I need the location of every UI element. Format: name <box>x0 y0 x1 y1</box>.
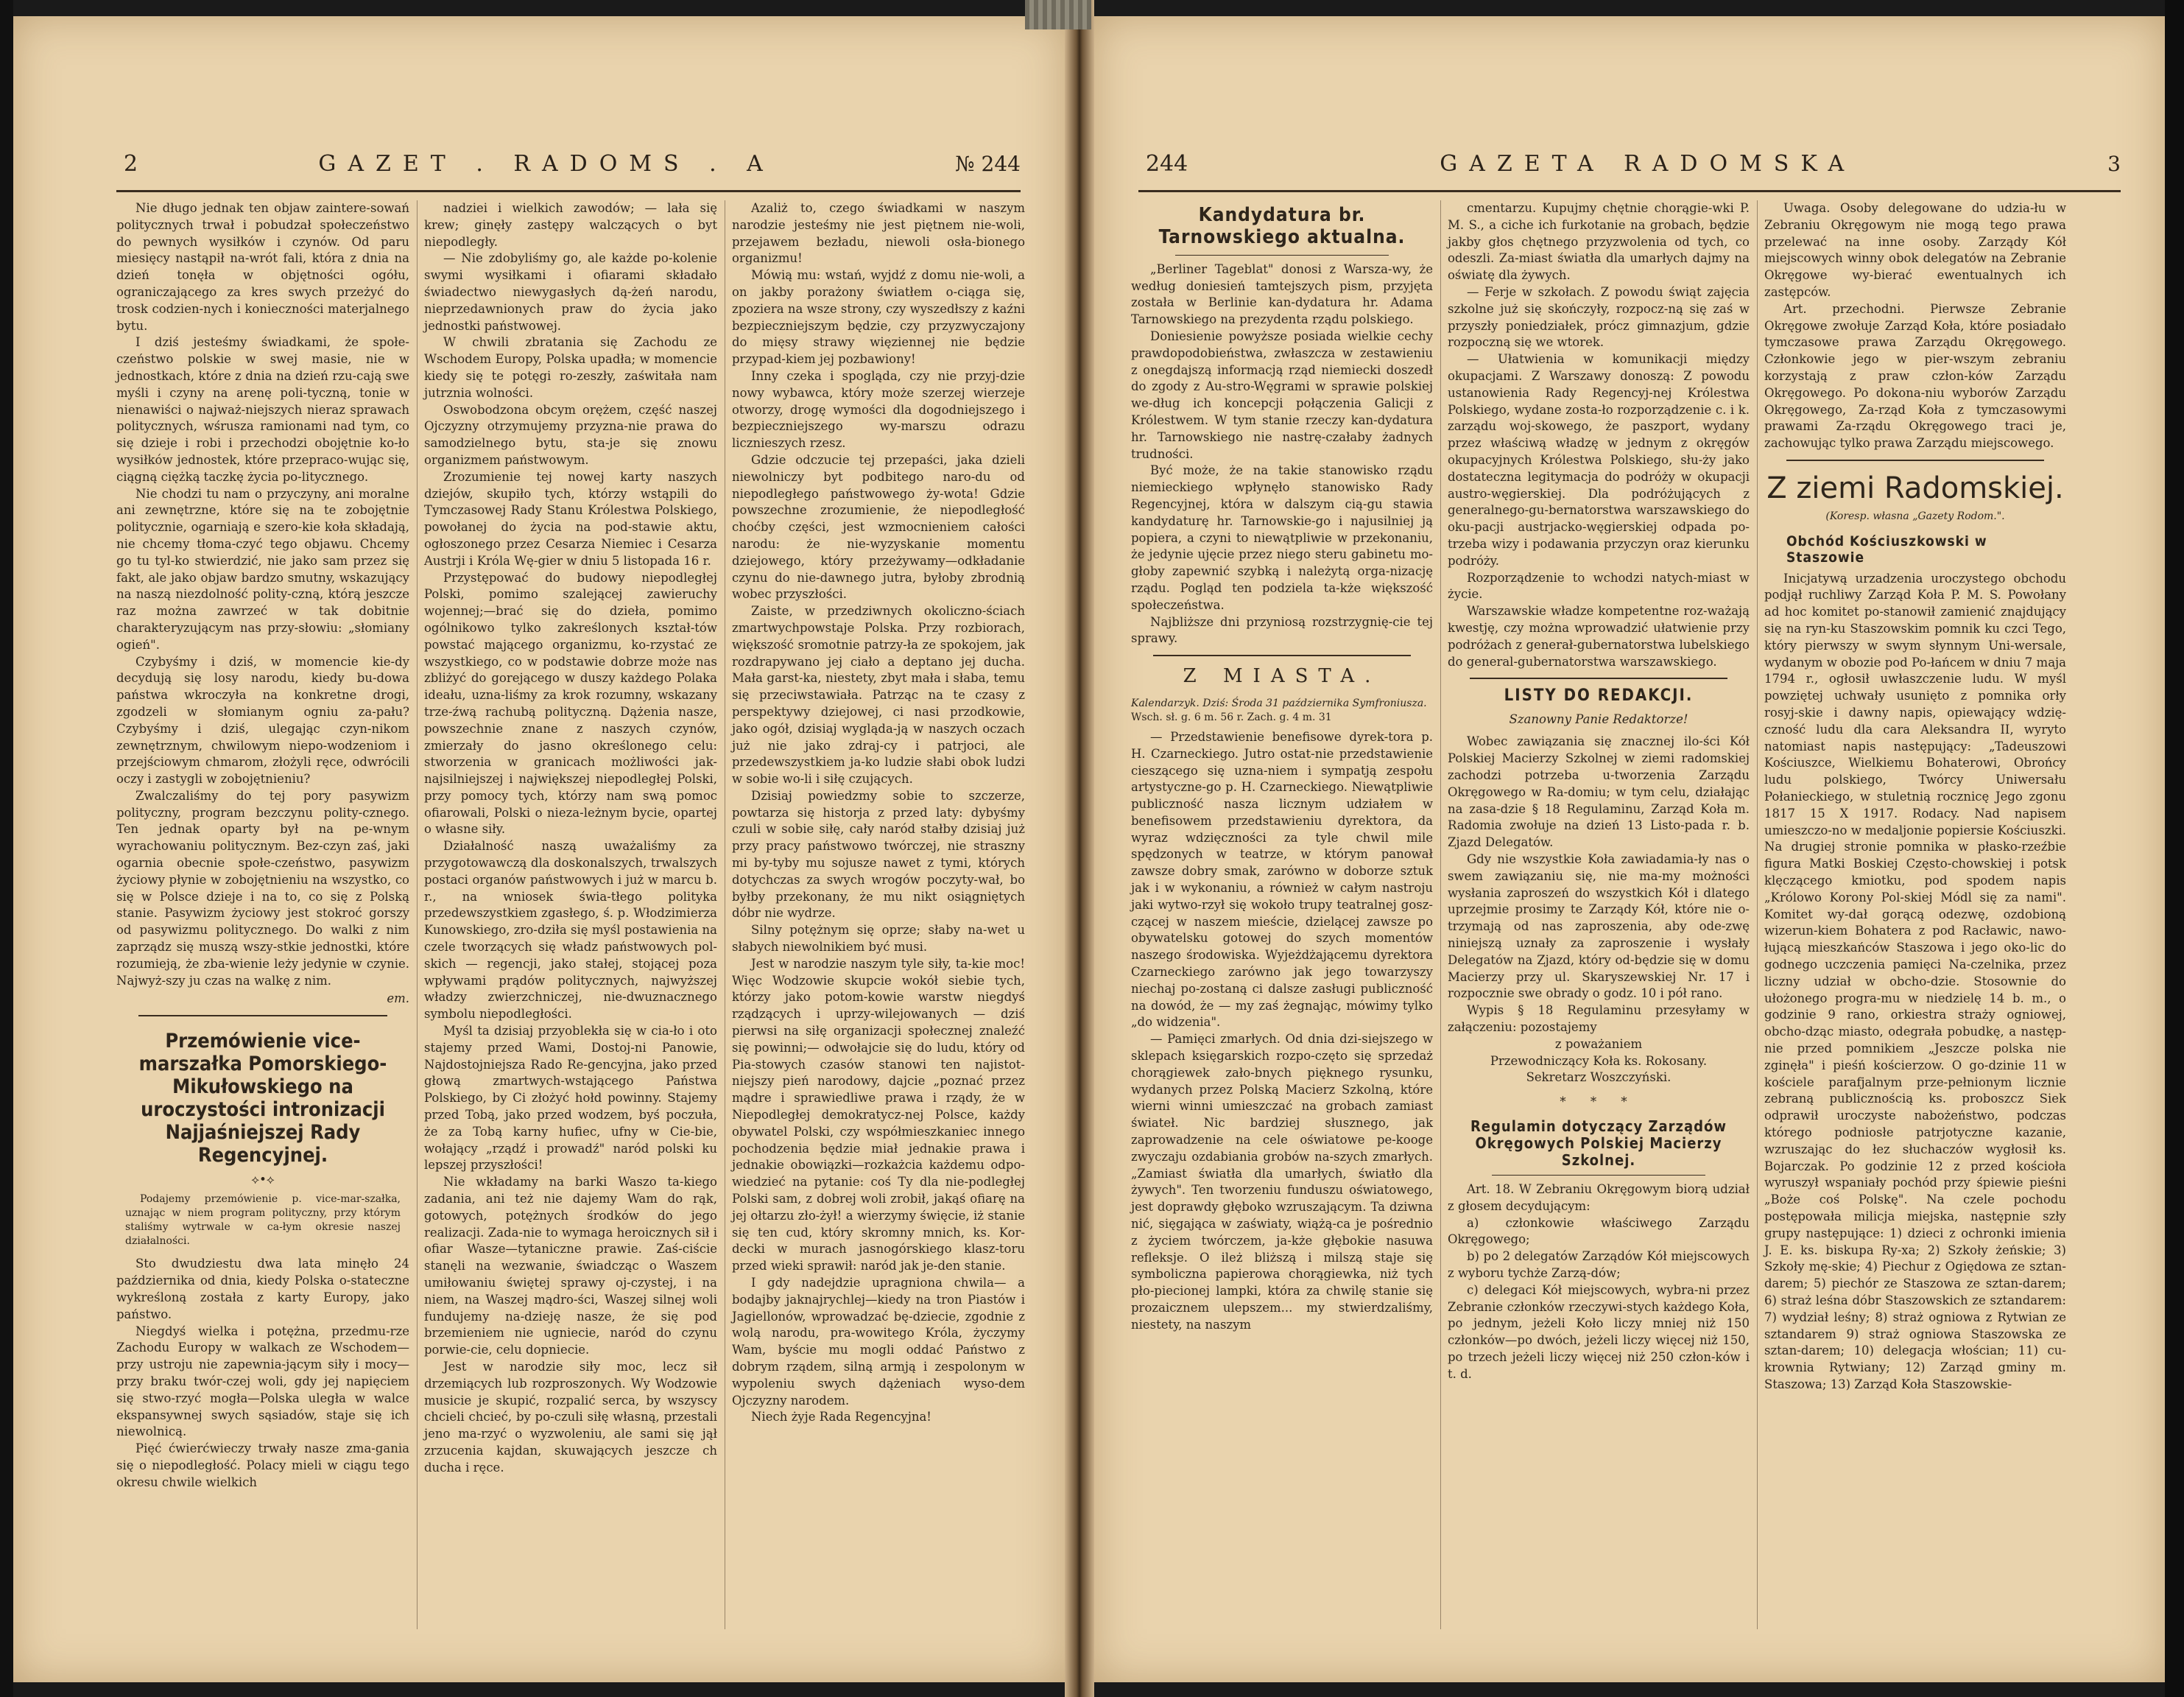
paragraph: Być może, że na takie stanowisko rządu niemieckiego wpłynęło stanowisko Rady Regencyjnej, która w dalszym cią-gu stawia kandydaturę hr. Tarnowskie-go i najusilniej ją popiera, a czyni to niewątpliwie w przekonaniu, że jedynie ujęcie przez niego steru gabinetu mo-głoby zapewnić szybką i należytą orga-nizację rządu. Pogląd ten podziela ta-kże większość społeczeństwa. <box>1131 463 1433 612</box>
paragraph: Mówią mu: wstań, wyjdź z domu nie-woli, a on jakby porażony światłem o-ciąga się, zpoziera na wsze strony, czy wyszedłszy z kaźni bezpieczniejszym będzie, czy przyzwyczajony do mięsy strawy więziennej nie będzie przypad-kiem jej pozbawiony! <box>732 268 1025 367</box>
left-masthead <box>124 141 1021 186</box>
right-page <box>1094 16 2165 1682</box>
right-col1-body <box>1131 261 1433 647</box>
right-page-number: 244 <box>1146 150 1188 177</box>
divider <box>1470 678 1727 679</box>
paragraph: „Berliner Tageblat" donosi z Warsza-wy, że według doniesień tamtejszych pism, przyjęta została w Berlinie kan-dydatura hr. Adama Tarnowskiego na prezydenta rządu polskiego. <box>1131 261 1433 327</box>
paragraph: Myśl ta dzisiaj przyoblekła się w cia-ło i oto stajemy przed Wami, Dostoj-ni Panowie, Najdostojniejsza Rado Re-gencyjna, jako przed głową zmartwych-wstającego Państwa Polskiego, by Ci złożyć hołd powinny. Stajemy przed Tobą, jako przed wodzem, byś poczuła, że za Tobą karny hufiec, ufny w Cie-bie, wołający „rządź i prowadź" naród polski ku lepszej przyszłości! <box>424 1024 717 1173</box>
left-column-2 <box>424 200 717 1477</box>
right-col2-body <box>1448 200 1750 670</box>
paragraph: Dzisiaj powiedzmy sobie to szczerze, powtarza się historja z przed laty: dybyśmy czuli w sobie siłę, cały naród stałby dzisiaj już przy pracy państwowo twórczej, nie straszny mi by-tyby mu sojusze nawet z tymi, których dotychczas za swych wrogów poczyty-wał, bo byłby przekonany, że mu nikt osiągniętych dóbr nie wydrze. <box>732 788 1025 921</box>
left-col1-article2-body <box>116 1256 409 1491</box>
article-heading-przemowienie: Przemówienie vice-marszałka Pomorskiego-Mikułowskiego na uroczystości intronizacji Najjaśniejszej Rady Regencyjnej. <box>138 1030 387 1167</box>
section-heading-z-ziemi: Z ziemi Radomskiej. <box>1766 471 2064 505</box>
ornament: ⟡•⟡ <box>251 1172 275 1187</box>
regulamin-body <box>1448 1181 1750 1383</box>
paragraph: Art. przechodni. Pierwsze Zebranie Okręgowe zwołuje Zarząd Koła, które posiadało tymczasowe prawa Zarządu Okręgowego. Członkowie jego w pier-wszym zebraniu korzystają z praw człon-ków Zarządu Okręgowego. Po dokona-niu wyborów Zarządu Okręgowego, Za-rząd Koła z tymczasowymi prawami Za-rządu Okręgowego traci je, zachowując tylko prawa Zarządu miejscowego. <box>1764 301 2066 451</box>
right-col3-body <box>1764 200 2066 452</box>
paragraph: — Ferje w szkołach. Z powodu świąt zajęcia szkolne już się skończyły, rozpocz-ną się zaś w przyszły poniedziałek, prócz gimnazjum, gdzie rozpoczną się we wtorek. <box>1448 284 1750 350</box>
column-separator <box>417 200 418 1629</box>
paragraph: b) po 2 delegatów Zarządów Kół miejscowych z wyboru tychże Zarzą-dów; <box>1448 1249 1750 1280</box>
left-page-number: 2 <box>124 150 138 177</box>
paragraph: Zrozumienie tej nowej karty naszych dziejów, skupiło tych, którzy wstąpili do Tymczasowej Rady Stanu Królestwa Polskiego, powołanej do życia na pod-stawie aktu, ogłoszonego przez Cesarza Niemiec i Cesarza Austrji i Króla Wę-gier w dniu 5 listopada 16 r. <box>424 469 717 568</box>
left-column-3 <box>732 200 1025 1426</box>
paragraph: Przystępować do budowy niepodległej Polski, pomimo szalejącej zawieruchy wojennej;—brać się do dzieła, pomimo ogólnikowo tylko zakreślonych kształ-tów powstać mającego organizmu, ko-rzystać ze wszystkiego, co w podstawie dobrze może nas zbliżyć do gorejącego w duszy każdego Polaka ideału, uzna-liśmy za krok rozumny, wskazany trze-źwą rachubą polityczną. Dążenia nasze, powszechnie znane z naszych czynów, zmierzały do jasno określonego celu: stworzenia w granicach możliwości jak-najsilniejszej i największej niepodległej Polski, przy pomocy tych, którzy nam swą pomoc ofiarowali, Polski o nieza-leżnym bycie, opartej o własne siły. <box>424 570 717 837</box>
scan-edge-left <box>0 0 13 1697</box>
paragraph: Zaiste, w przedziwnych okoliczno-ściach zmartwychpowstaje Polska. Przy rozbiorach, większość sromotnie patrzy-ła ze spokojem, jak rozdrapywano jej ciało a deptano jej ducha. Mała garst-ka, niestety, zbyt mała i słaba, temu się przeciwstawiała. Patrząc na te czasy z perspektywy dziejowej, ci nasi przodkowie, jako ogół, dzisiaj wygląda-ją w naszych oczach już nie jako zdraj-cy i patrjoci, ale przedewszystkiem ja-ko ludzie słabi obok ludzi w sobie wo-li i siłę czujących. <box>732 604 1025 787</box>
paragraph: I gdy nadejdzie upragniona chwila— a bodajby jaknajrychlej—kiedy na tron Piastów i Jagiellonów, wprowadzać bę-dziecie, zgodnie z wolą narodu, pra-wowitego Króla, życzymy Wam, byście mu mogli oddać Państwo z dobrym rządem, silną armją i zespolonym w wypoleniu swych dążeniach wyso-dem Ojczyzny narodem. <box>732 1276 1025 1408</box>
paragraph: Niech żyje Rada Regencyjna! <box>751 1410 931 1424</box>
bookmark-ribbon <box>1025 0 1091 29</box>
paragraph: cmentarzu. Kupujmy chętnie chorągie-wki P. M. S., a ciche ich furkotanie na grobach, będzie jakby głos chętnego przyzwolenia od tych, co odeszli. Za-miast światła dla umarłych dajmy na oświatę dla żywych. <box>1448 201 1750 283</box>
paragraph: W chwili zbratania się Zachodu ze Wschodem Europy, Polska upadła; w momencie kiedy się te potęgi ro-zeszły, zaświtała nam jutrznia wolności. <box>424 335 717 400</box>
paragraph: Gdy nie wszystkie Koła zawiadamia-ły nas o swem zawiązaniu się, nie ma-my możności wysłania zaproszeń do wszystkich Kół i dlatego uprzejmie prosimy te Zarządy Kół, które nie o-trzymają od nas zaproszenia, aby ode-zwę niniejszą uznały za zaproszenie i wysłały Delegatów na Zjazd, który od-będzie się w domu Macierzy przy ul. Skaryszewskiej Nr. 17 i rozpocznie swe obrady o godz. 10 i pół rano. <box>1448 851 1750 1001</box>
right-col2-body2 <box>1448 734 1750 1036</box>
paragraph: Sto dwudziestu dwa lata minęło 24 października od dnia, kiedy Polska o-stateczne wykreśloną została z karty Europy, jako państwo. <box>116 1257 409 1321</box>
right-column-3 <box>1764 200 2066 1394</box>
paragraph: Rozporządzenie to wchodzi natych-miast w życie. <box>1448 570 1750 602</box>
right-masthead-rule <box>1138 190 2121 192</box>
paragraph: Inicjatywą urzadzenia uroczystego obchodu podjął ruchliwy Zarząd Koła P. M. S. Powołany ad hoc komitet po-stanowił zamienić znajdujący się na ryn-ku Staszowskim pomnik ku czci Tego, który pierwszy w swym słynnym Uni-wersale, wydanym w obozie pod Po-łańcem w dniu 7 maja 1794 r., ogłosił uwłaszczenie ludu. W myśl powziętej uchwały usunięto z pomnika orły rosyj-skie i dawny napis, opiewający wdzię-czność ludu dla cara Aleksandra II, wyryto natomiast napis następujący: „Tadeuszowi Kościuszce, Wielkiemu Bohaterowi, Obrońcy ludu polskiego, Twórcy Uniwersału Połanieckiego, w stuletnią rocznicę Jego zgonu 1817 15 X 1917. Rodacy. Nad napisem umieszczo-no w medaljonie popiersie Kościuszki. Na drugiej stronie pomnika w płasko-rzeźbie figura Matki Boskiej Często-chowskiej i potsk klęczącego kmiotku, pod spodem napis „Królowo Korony Pol-skiej Módl się za nami". Komitet wy-dał gorącą odezwę, ozdobioną wizerun-kiem Bohatera z pod Racławic, nawo-łującą mieszkańców Staszowa i jego oko-lic do godnego uczczenia pamięci Na-czelnika, przez liczny udział w obcho-dzie. Stosownie do ułożonego progra-mu w niedzielę 14 b. m., o godzinie 9 rano, orkiestra straży ogniowej, obcho-dząc miasto, odegrała pobudkę, a następ-nie przed pomnikiem „Jeszcze polska nie zginęła" i pieśń kościerzow. O go-dzinie 11 w kościele parafjalnym prze-pełnionym licznie zebraną publicznością ks. proboszcz Siek odprawił uroczyste nabożeństwo, podczas którego podniosłe patrjotyczne kazanie, wzruszając do łez słuchaczów wygłosił ks. Bojarczak. Po godzinie 12 z przed kościoła wyruszył wspaniały pochód przy śpiewie pieśni „Boże coś Polskę". Na czele pochodu postępowała milicja miejska, następnie szły grupy następujące: 1) dzieci z ochronki imienia J. E. ks. biskupa Ry-xa; 2) Szkoły żeńskie; 3) Szkoły mę-skie; 4) Piechur z Ogiędowa ze sztan-darem; 5) piechór ze Staszowa ze sztan-darem; 6) straż leśna dóbr Staszowskich ze sztandarem: 7) wydział leśny; 8) straż ogniowa z Rytwian ze sztandarem 9) straż ogniowa Staszowska ze sztan-darem; 10) delegacja włościan; 11) cu-krownia Rytwiany; 12) Zarząd gminy m. Staszowa; 13) Zarząd Koła Staszowskie- <box>1764 571 2066 1391</box>
paragraph: Warszawskie władze kompetentne roz-ważają kwestję, czy można wprowadzić ułatwienie przy podróżach z generał-gubernatorstwa lubelskiego do general-gubernatorstwa warszawskiego. <box>1448 604 1750 669</box>
left-col3-body <box>732 200 1025 1426</box>
paragraph: I dziś jesteśmy świadkami, że społe-czeństwo polskie w swej masie, nie w jednostkach, które z dnia na dzień rzu-cają swe myśli i czyny na arenę poli-tyczną, tonie w nienawiści o najważ-niejszych nieraz sprawach politycznych, wśrusza ramionami nad tym, co się dzieje i robi i przechodzi obojętnie ko-ło wysiłków jednostek, które przepraco-wując się, ciągną ciężką taczkę życia po-litycznego. <box>116 335 409 484</box>
sunrise-line: Wsch. sł. g. 6 m. 56 r. Zach. g. 4 m. 31 <box>1131 711 1332 723</box>
paragraph: Zwalczaliśmy do tej pory pasywizm polityczny, program bezczynu polity-cznego. Ten jednak oparty był na pe-wnym wyrachowaniu politycznym. Bez-czyn zaś, jaki ogarnia obecnie społe-czeństwo, pasywizm życiowy płynie w zobojętnieniu na wszystko, co się w Polsce dzieje i na to, co się z Polską stanie. Pasywizm życiowy jest stokroć gorszy od pasywizmu politycznego. Do walki z nim zaprządz się muszą wszy-stkie jednostki, które rozumieją, że zba-wienie leży jedynie w czynie. Najwyż-szy ju czas na walkę z nim. <box>116 788 409 988</box>
article-heading-regulamin: Regulamin dotyczący Zarządów Okręgowych Polskiej Macierzy Szkolnej. <box>1470 1117 1727 1169</box>
right-col3-body2 <box>1764 571 2066 1394</box>
paragraph: Działalność naszą uważaliśmy za przygotowawczą dla doskonalszych, trwalszych postaci organów państwowych i już w marcu b. r., na wniosek świa-tłego polityka przedewszystkiem zgasłego, ś. p. Włodzimierza Kunowskiego, zro-dziła się myśl postawienia na czele tworzących się władz państwowych pol-skich — regencji, jako stałej, stojącej poza wpływami prądów politycznych, najwyższej władzy zwierzchniczej, nie-dwuznacznego symbolu niepodległości. <box>424 839 717 1022</box>
signature-1: Przewodniczący Koła ks. Rokosany. <box>1490 1053 1708 1068</box>
paragraph: Wobec zawiązania się znacznej ilo-ści Kół Polskiej Macierzy Szkolnej w ziemi radomskiej zachodzi potrzeba u-tworzenia Zarządu Okręgowego w Ra-domiu; w tym celu, działając na zasa-dzie § 18 Regulaminu, Zarząd Koła m. Radomia zwołuje na dzień 13 Listo-pada r. b. Zjazd Delegatów. <box>1448 734 1750 850</box>
right-masthead-title: GAZETA RADOMSKA <box>1440 150 1856 177</box>
right-issue-number: 3 <box>2107 151 2121 176</box>
paragraph: Gdzie odczucie tej przepaści, jaka dzieli niewolniczy byt podbitego naro-du od niepodległego państwowego ży-wota! Gdzie powszechne zrozumienie, że niepodległość choćby części, jest wzmocnieniem całości narodu: że nie-wyzyskanie momentu dziejowego, który przeżywamy—odkładanie czynu do nie-dawnego jutra, byłoby zbrodnią wobec przyszłości. <box>732 452 1025 602</box>
paragraph: c) delegaci Kół miejscowych, wybra-ni przez Zebranie członków rzeczywi-stych każdego Koła, po jednym, jeżeli Koło liczy mniej niż 150 członków—po dwóch, jeżeli liczy więcej niż 150, po trzech jeżeli liczy więcej niż 250 człon-ków i t. d. <box>1448 1282 1750 1381</box>
paragraph: Azaliż to, czego świadkami w naszym narodzie jesteśmy nie jest piętnem nie-woli, przejawem bezładu, niewoli osła-bionego organizmu! <box>732 201 1025 266</box>
scan-edge-right <box>2165 0 2184 1697</box>
paragraph: Silny potężnym się oprze; słaby na-wet u słabych niewolnikiem być musi. <box>732 923 1025 955</box>
right-column-1 <box>1131 200 1433 1334</box>
divider <box>1492 1175 1705 1176</box>
paragraph: — Przedstawienie benefisowe dyrek-tora p. H. Czarneckiego. Jutro ostat-nie przedstawienie cieszącego się uzna-niem i sympatją zespołu artystyczne-go p. H. Czarneckiego. Niewątpliwie publiczność nasza licznym udziałem w benefisowem przedstawieniu dyrektora, da wyraz wdzięczności za tyle chwil mile spędzonych w teatrze, w którym panował zawsze dobry smak, zarówno w doborze sztuk jak i w wykonaniu, a również w całym nastroju jaki wytwo-rzył się wokoło trupy teatralnej gosz-czącej w naszem mieście, dzielącej zawsze po obywatelsku gotowej do szych momentów naszego środowiska. Wyjeżdżającemu dyrektora Czarneckiego zarówno jak jego towarzyszy niechaj po-zostaną ci dalsze zasługi publiczność na dowód, że — my zaś żegnając, mówimy tylko „do widzenia". <box>1131 729 1433 1030</box>
paragraph: Oswobodzona obcym orężem, część naszej Ojczyzny otrzymujemy przyzna-nie prawa do samodzielnego bytu, sta-je się znowu organizmem państwowym. <box>424 402 717 467</box>
book-gutter <box>1065 0 1094 1697</box>
paragraph: Najbliższe dni przyniosą rozstrzygnię-cie tej sprawy. <box>1131 614 1433 646</box>
section-subheading: (Koresp. własna „Gazety Rodom.". <box>1825 510 2005 522</box>
paragraph: Wypis § 18 Regulaminu przesyłamy w załączeniu: pozostajemy <box>1448 1003 1750 1034</box>
left-column-1 <box>116 200 409 1491</box>
column-separator <box>1757 200 1758 1629</box>
salutation: Szanowny Panie Redaktorze! <box>1509 712 1688 726</box>
signature-2: Sekretarz Woszczyński. <box>1526 1070 1672 1085</box>
paragraph: Nie wkładamy na barki Waszo ta-kiego zadania, ani też nie dajemy Wam do rąk, gotowych, potężnych środków do jego realizacji. Zada-nie to wymaga heroicznych sił i ofiar Wasze—tytaniczne prawie. Zaś-ciście stanęli na wezwanie, świadcząc o Waszem umiłowaniu świętej sprawy oj-czystej, i na niem, na Waszej mądro-ści, Waszej silnej woli fundujemy na-dzieję nasze, że się pod brzemieniem nie ugniecie, naród do czynu porwie-cie, celu dopniecie. <box>424 1175 717 1357</box>
left-page <box>13 16 1065 1682</box>
paragraph: Nie długo jednak ten objaw zaintere-sowań politycznych trwał i pobudzał społeczeństwo do pewnych wysiłków i czynów. Od paru miesięcy nastąpił na-wrót fali, która z dnia na dzień tonęła w objętności ogółu, ograniczającego za kres swych przeżyć do trosk codzien-nych i konieczności materjalnego bytu. <box>116 201 409 333</box>
article-heading-obchod: Obchód Kościuszkowski w Staszowie <box>1786 533 1987 566</box>
paragraph: Niegdyś wielka i potężna, przedmu-rze Zachodu Europy w walkach ze Wschodem—przy ustroju nie zapewnia-jącym siły i mocy—przy braku twór-czej woli, gdy jej napięciem się stwo-rzyć mogła—Polska uległa w walce ekspansywnej swych sąsiadów, staje się ich niewolnicą. <box>116 1324 409 1439</box>
article-intro: Podajemy przemówienie p. vice-mar-szałka, uznając w niem program polityczny, przy którym staliśmy wytrwale w ca-łym okresie naszej działalności. <box>125 1193 401 1248</box>
right-masthead <box>1146 141 2121 186</box>
paragraph: Jest w narodzie siły moc, lecz sił drzemiących lub rozproszonych. Wy Wodzowie musicie je skupić, rozpalić serca, by wszyscy chcieli chcieć, by po-czuli siłę własną, przestali jeno ma-rzyć o wyzwoleniu, ale sami się jął zrzucenia kajdan, skuwających jeszcze ch ducha i ręce. <box>424 1359 717 1475</box>
paragraph: Inny czeka i spogląda, czy nie przyj-dzie nowy wybawca, który może szerzej wierzeje otworzy, drogę wymości dla dogodniejszego i bezpieczniejszego wy-marszu odrazu licznieszych rzesz. <box>732 368 1025 451</box>
column-separator <box>1440 200 1441 1629</box>
stars-separator: * * * <box>1560 1095 1638 1109</box>
left-col1-body <box>116 200 409 989</box>
left-col2-body <box>424 200 717 1477</box>
left-masthead-rule <box>116 190 1021 192</box>
paragraph: Nie chodzi tu nam o przyczyny, ani moralne ani zewnętrzne, które się na te zobojętnie politycznie, ogarniają e szero-kie koła składają, nie chcemy tłoma-czyć tego objawu. Chcemy go tu tyl-ko stwierdzić, nie jako sam przez się fakt, ale jako objaw bardzo smutny, wskazujący na naszą niezdolność polity-czną, którą jeszcze raz można zawrzeć w tak dobitnie charakteryzującym nas przy-słowiu: „słomiany ogień". <box>116 486 409 652</box>
paragraph: — Ułatwienia w komunikacji między okupacjami. Z Warszawy donoszą: Z powodu ustanowienia Rady Regencyj-nej Królestwa Polskiego, wydane zosta-ło rozporządzenie c. i k. zarządu woj-skowego, że paszport, wydany przez właściwą władzę w jednym z okręgów okupacyjnych Królestwa Polskiego, słu-ży jako dostateczna legitymacja do podróży w okupacji austro-węgierskiej. Dla podróżujących z generalnego-gu-bernatorstwa warszawskiego do oku-pacji austrjacko-węgierskiej odpada po-trzeba wizy i podawania przyczyn oraz kierunku podróży. <box>1448 352 1750 568</box>
paragraph: Doniesienie powyższe posiada wielkie cechy prawdopodobieństwa, zwłaszcza w zestawieniu z onegdajszą informacją rząd niemiecki doszedł do zgody z Au-stro-Węgrami w sprawie polskiej we-dług ich koncepcji połączenia Galicji z Królestwem. W tym stanie rzeczy kan-dydatura hr. Tarnowskiego nie nastrę-czałaby żadnych trudności. <box>1131 328 1433 461</box>
right-col1-body2 <box>1131 729 1433 1334</box>
paragraph: Pięć ćwierćwieczy trwały nasze zma-gania się o niepodległość. Polacy mieli w ciągu tego okresu chwile wielkich <box>116 1441 409 1489</box>
article-heading-kandydatura: Kandydatura br. Tarnowskiego aktualna. <box>1158 204 1406 248</box>
divider <box>138 1015 387 1016</box>
section-heading-z-miasta: Z MIASTA. <box>1183 665 1381 688</box>
paragraph: nadziei i wielkich zawodów; — lała się krew; ginęły zastępy walczących o byt niepodległy. <box>424 201 717 249</box>
paragraph: Art. 18. W Zebraniu Okręgowym biorą udział z głosem decydującym: <box>1448 1181 1750 1213</box>
divider <box>1786 460 2044 461</box>
right-column-2 <box>1448 200 1750 1383</box>
paragraph: — Nie zdobyliśmy go, ale każde po-kolenie swymi wysiłkami i ofiarami składało świadectwo niewygasłych dą-żeń narodu, nieprzedawnionych praw do życia jako jednostki państwowej. <box>424 251 717 333</box>
left-col1-signoff: em. <box>387 991 409 1006</box>
paragraph: Czybyśmy i dziś, w momencie kie-dy decydują się losy narodu, kiedy bu-dowa państwa wkroczyła na konkretne drogi, zgodzeli w słomianym ogniu za-pału? Czybyśmy i dziś, ulegając czyn-nikom zewnętrznym, chwilowym niepo-wodzeniom i przejściowym chmarom, złożyli ręce, odwrócili oczy i zastygli w zobojętnieniu? <box>116 654 409 787</box>
left-masthead-title: GAZET . RADOMS . A <box>318 150 775 177</box>
paragraph: a) członkowie właściwego Zarządu Okręgowego; <box>1448 1215 1750 1247</box>
paragraph: — Pamięci zmarłych. Od dnia dzi-siejszego w sklepach księgarskich rozpo-częto się sprzedaż chorągiewek zało-bnych pięknego rysunku, wydanych przez Polską Macierz Szkolną, które wierni winni umieszczać na grobach zamiast świateł. Nic bardziej słusznego, jak zaprowadzenie na cele oświatowe pe-kooge zwyczaju ozdabiania grobów na-szych zmarłych. „Zamiast światła dla umarłych, światło dla żywych". Ten tworzeniu funduszu oświatowego, jest doprawdy głęboko wzruszającym. Ta dziwna nić, sięgająca w zaświaty, wiążą-ca je pośrednio z życiem twórczem, ja-kże głębokie nasuwa refleksje. O ileż bliższą i milszą staje się symboliczna papierowa chorągiewka, niż tych pło-piecionej lampki, która za chwilę stanie się prozaicznem ulepszem... my stwierdzaliśmy, niestety, na naszym <box>1131 1032 1433 1332</box>
paragraph: Jest w narodzie naszym tyle siły, ta-kie moc! Więc Wodzowie skupcie wokół siebie tych, którzy jako potom-kowie warstw niegdyś rządzących i uprzy-wilejowanych — dziś pierwsi na siłę organizacji społecznej znaleźć się powinni;— odwołajcie się do ludu, który od Pia-stowych czasów stanowi ten najistot-niejszy pień narodowy, dajcie „poznać przez mądre i sprawiedliwe prawa i rządy, że w Niepodległej demokratycz-nej Polsce, każdy obywatel Polski, czy współmieszkaniec innego pochodzenia będzie miał jednakie prawa i jednakie obowiązki—rozkażcia każdemu odpo-wiedzieć na pytanie: coś Ty dla nie-podległej Polski sam, z dobrej woli zrobił, jakąś ofiarę na jej ołtarzu zło-żył! a wierzymy święcie, iż stanie się ten cud, który skromny mnich, ks. Kor-decki w murach jasnogórskiego klasz-toru przed wieki sprawił: naród jak je-den stanie. <box>732 956 1025 1273</box>
divider <box>1153 655 1411 656</box>
section-heading-listy: LISTY DO REDAKCJI. <box>1504 686 1694 706</box>
divider <box>1175 255 1389 256</box>
paragraph: Uwaga. Osoby delegowane do udzia-łu w Zebraniu Okręgowym nie mogą tego prawa przelewać na inne osoby. Zarządy Kół miejscowych winny obok delegatów na Zebranie Okręgowe wy-bierać ewentualnych ich zastępców. <box>1764 201 2066 299</box>
closing: z poważaniem <box>1554 1036 1643 1051</box>
left-issue-number: № 244 <box>955 151 1021 176</box>
calendar-line: Kalendarzyk. Dziś: Środa 31 października Symfroniusza. <box>1131 697 1427 709</box>
